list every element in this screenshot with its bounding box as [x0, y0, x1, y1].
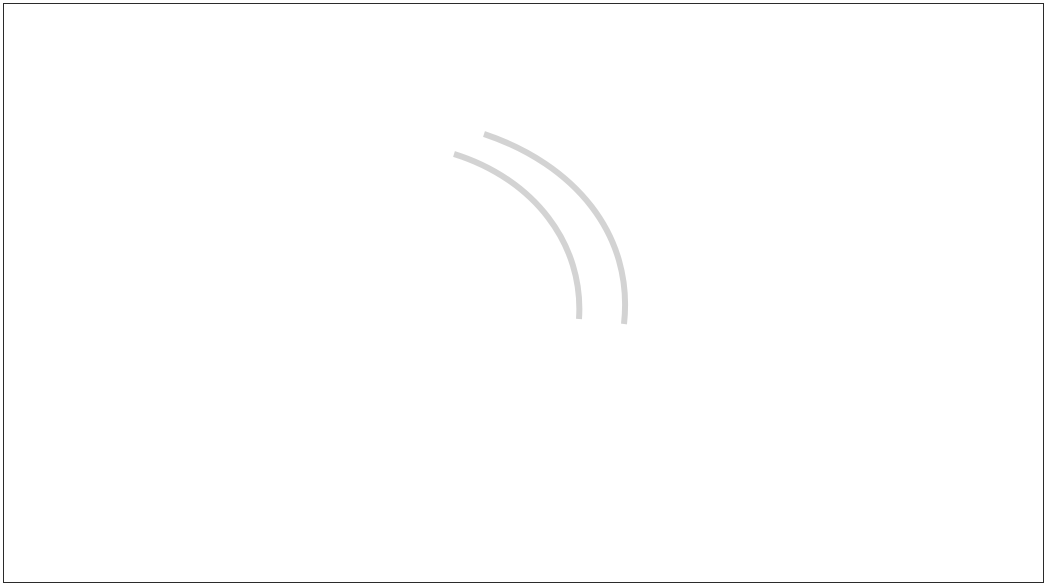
- watermark-logo: [154, 124, 694, 424]
- notice-frame: [3, 3, 1044, 583]
- notice-header: [4, 4, 1043, 43]
